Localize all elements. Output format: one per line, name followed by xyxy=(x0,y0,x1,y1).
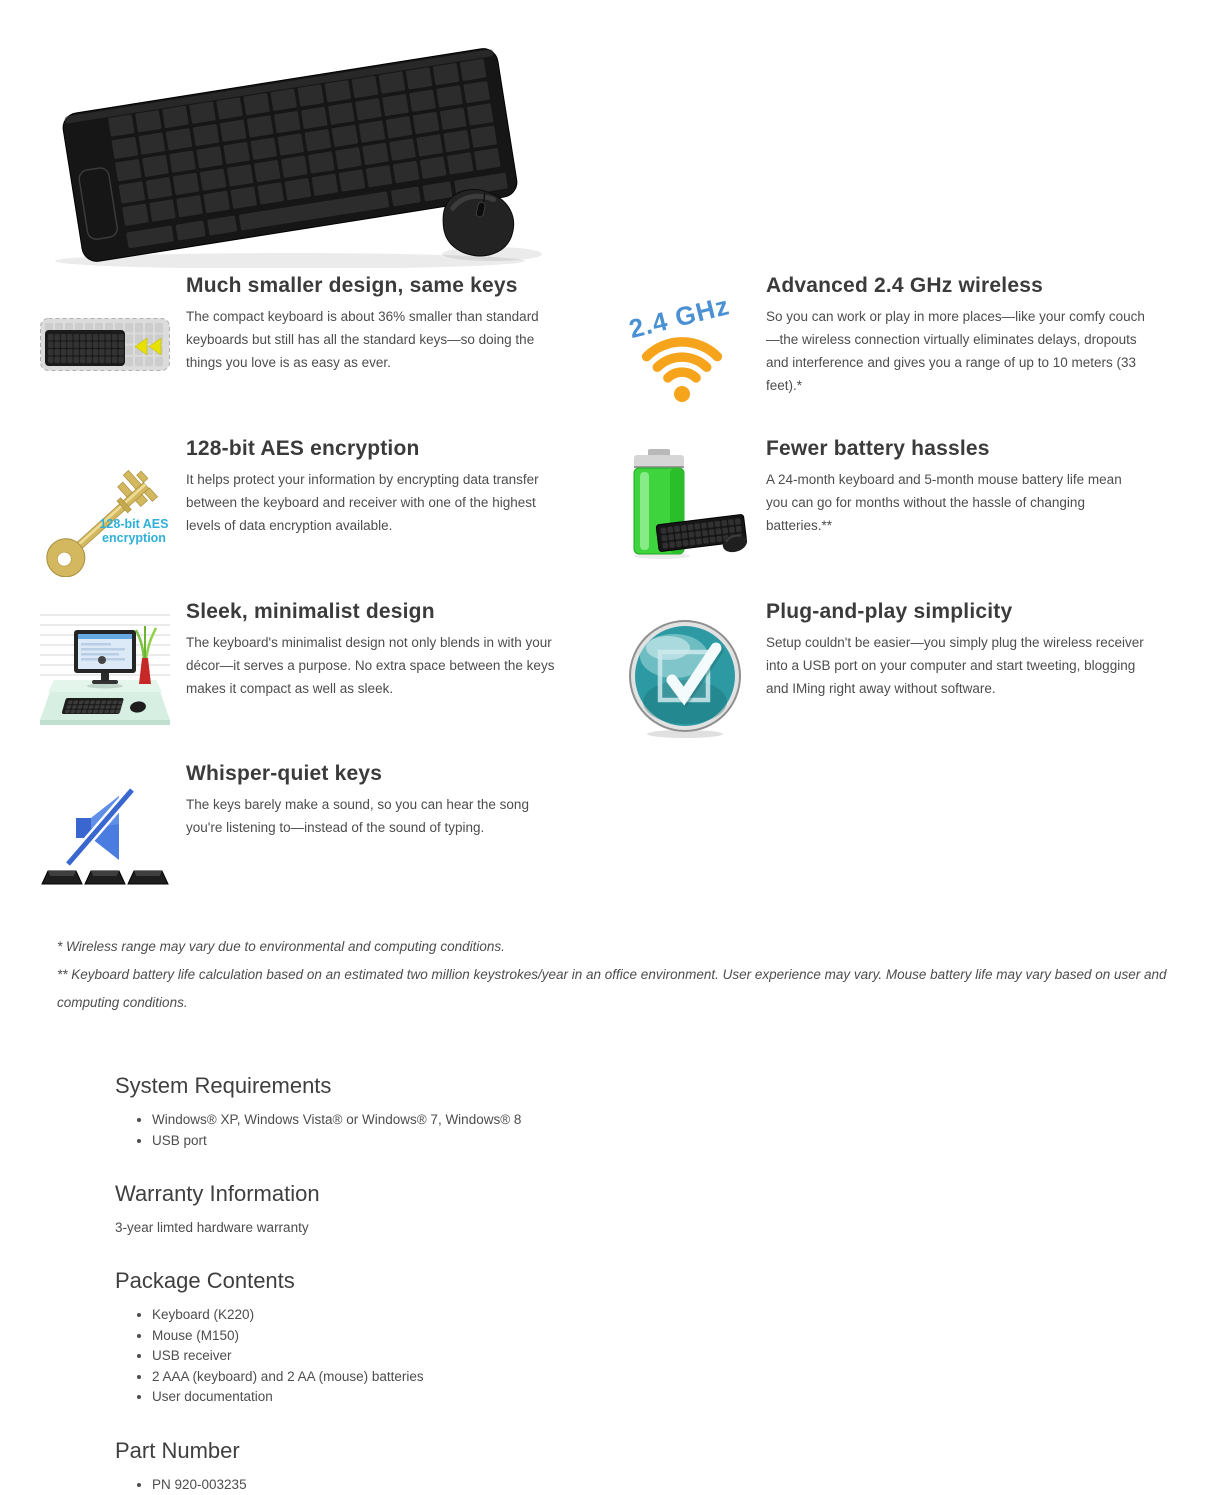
spec-sections xyxy=(115,1073,1214,1495)
footnote-wireless-range: * Wireless range may vary due to environmental and computing conditions. xyxy=(57,933,1202,961)
wireless-ghz-label: 2.4 GHz xyxy=(626,300,733,344)
feature-body: The compact keyboard is about 36% smaller than standard keyboards but still has all the standard keys—so doing the things you love is as easy as ever. xyxy=(186,305,566,374)
section-heading-package-contents: Package Contents xyxy=(115,1268,1214,1294)
keycaps-graphic xyxy=(42,871,168,884)
checkmark-button-icon xyxy=(620,600,750,762)
list-item: • Windows® XP, Windows Vista® or Windows® 7, Windows® 8 xyxy=(152,1110,1214,1131)
battery-icon xyxy=(620,437,750,600)
feature-body: Setup couldn't be easier—you simply plug the wireless receiver into a USB port on your computer and start tweeting, blogging and IMing right away without software. xyxy=(766,631,1146,700)
feature-body: A 24-month keyboard and 5-month mouse battery life mean you can go for months without the hassle of changing batteries.** xyxy=(766,468,1146,537)
feature-quiet-keys xyxy=(40,762,620,893)
compact-keyboard-icon xyxy=(40,274,170,437)
section-heading-part-number: Part Number xyxy=(115,1438,1214,1464)
package-contents-list xyxy=(115,1305,1214,1408)
desk-scene-icon xyxy=(40,600,170,762)
section-heading-warranty: Warranty Information xyxy=(115,1181,1214,1207)
feature-body: It helps protect your information by encrypting data transfer between the keyboard and receiver with one of the highest levels of data encryption available. xyxy=(186,468,566,537)
list-item: • USB port xyxy=(152,1131,1214,1152)
feature-grid xyxy=(0,274,1214,893)
feature-wireless xyxy=(620,274,1214,437)
keyboard-mouse-photo-icon xyxy=(40,18,580,268)
feature-plug-and-play xyxy=(620,600,1214,762)
feature-title: Whisper-quiet keys xyxy=(186,762,566,786)
gold-key-icon xyxy=(40,437,170,600)
mute-speaker-icon xyxy=(40,762,170,893)
feature-title: 128-bit AES encryption xyxy=(186,437,566,461)
encryption-icon-label: 128-bit AES encryption xyxy=(92,517,176,545)
feature-battery xyxy=(620,437,1214,600)
feature-body: The keys barely make a sound, so you can hear the song you're listening to—instead of the sound of typing. xyxy=(186,793,566,839)
product-image xyxy=(40,18,580,268)
feature-encryption xyxy=(40,437,620,600)
list-item: • User documentation xyxy=(152,1387,1214,1408)
feature-smaller-design xyxy=(40,274,620,437)
system-requirements-list xyxy=(115,1110,1214,1151)
part-number-list xyxy=(115,1475,1214,1495)
feature-body: So you can work or play in more places—like your comfy couch—the wireless connection virtually eliminates delays, dropouts and interference and gives you a range of up to 10 meters (33 feet).* xyxy=(766,305,1146,397)
list-item: • Mouse (M150) xyxy=(152,1326,1214,1347)
feature-title: Fewer battery hassles xyxy=(766,437,1146,461)
feature-title: Much smaller design, same keys xyxy=(186,274,566,298)
wireless-signal-icon xyxy=(620,274,750,437)
feature-title: Sleek, minimalist design xyxy=(186,600,566,624)
feature-title: Advanced 2.4 GHz wireless xyxy=(766,274,1146,298)
footnotes xyxy=(57,933,1202,1017)
warranty-text: 3-year limted hardware warranty xyxy=(115,1218,1214,1238)
feature-design xyxy=(40,600,620,762)
desk-keyboard-graphic xyxy=(61,698,124,714)
list-item: • USB receiver xyxy=(152,1346,1214,1367)
list-item: • PN 920-003235 xyxy=(152,1475,1214,1495)
section-heading-system-requirements: System Requirements xyxy=(115,1073,1214,1099)
feature-body: The keyboard's minimalist design not only blends in with your décor—it serves a purpose. No extra space between the keys makes it compact as well as sleek. xyxy=(186,631,566,700)
feature-title: Plug-and-play simplicity xyxy=(766,600,1146,624)
list-item: • Keyboard (K220) xyxy=(152,1305,1214,1326)
list-item: • 2 AAA (keyboard) and 2 AA (mouse) batteries xyxy=(152,1367,1214,1388)
footnote-battery-life: ** Keyboard battery life calculation based on an estimated two million keystrokes/year in an office environment. User experience may vary. Mouse battery life may vary based on user and computing conditions. xyxy=(57,961,1202,1017)
